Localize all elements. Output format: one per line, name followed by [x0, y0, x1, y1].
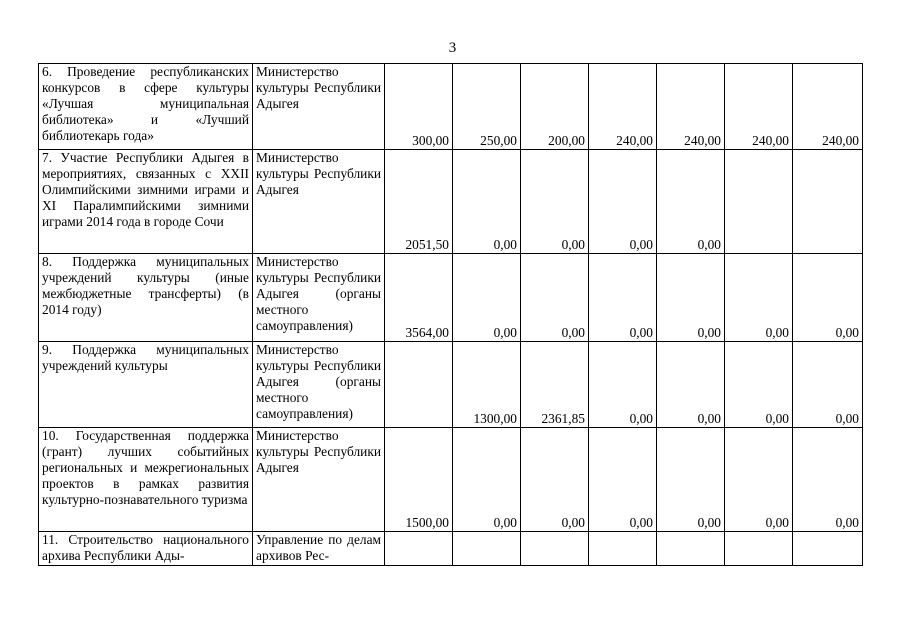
value-cell: 1500,00: [385, 428, 453, 532]
value-cell: 0,00: [793, 342, 863, 428]
value-cell: 0,00: [453, 150, 521, 254]
activity-cell: 10. Государственная поддержка (грант) лучших событийных региональных и межрегиональных проектов в рамках развития культурно-познавательного туризма: [39, 428, 253, 532]
executor-cell: Министерство культуры Республики Адыгея (органы местного самоуправления): [253, 342, 385, 428]
value-cell: 0,00: [657, 150, 725, 254]
page-number: 3: [448, 40, 457, 56]
value-cell: 0,00: [521, 428, 589, 532]
value-cell: 0,00: [725, 342, 793, 428]
table-row: [39, 342, 863, 428]
value-cell: [725, 532, 793, 566]
value-cell: 0,00: [589, 254, 657, 342]
value-cell: 200,00: [521, 64, 589, 150]
activity-cell: 11. Строительство национального архива Республики Ады-: [39, 532, 253, 566]
executor-cell: Министерство культуры Республики Адыгея (органы местного самоуправления): [253, 254, 385, 342]
value-cell: 0,00: [521, 254, 589, 342]
executor-cell: Министерство культуры Республики Адыгея: [253, 150, 385, 254]
value-cell: 0,00: [793, 254, 863, 342]
value-cell: 0,00: [589, 428, 657, 532]
value-cell: 1300,00: [453, 342, 521, 428]
value-cell: 0,00: [725, 254, 793, 342]
table-row: [39, 428, 863, 532]
value-cell: 0,00: [589, 150, 657, 254]
value-cell: 0,00: [453, 428, 521, 532]
value-cell: 240,00: [725, 64, 793, 150]
value-cell: 0,00: [725, 428, 793, 532]
activity-cell: 6. Проведение республиканских конкурсов в сфере культуры «Лучшая муниципальная библиотека» и «Лучший библиотекарь года»: [39, 64, 253, 150]
value-cell: [793, 150, 863, 254]
value-cell: [725, 150, 793, 254]
value-cell: 240,00: [657, 64, 725, 150]
value-cell: 240,00: [589, 64, 657, 150]
table-row: [39, 64, 863, 150]
activity-cell: 9. Поддержка муниципальных учреждений культуры: [39, 342, 253, 428]
value-cell: [453, 532, 521, 566]
table-row: [39, 150, 863, 254]
value-cell: 300,00: [385, 64, 453, 150]
value-cell: 0,00: [657, 254, 725, 342]
budget-table: [38, 63, 863, 566]
value-cell: 0,00: [589, 342, 657, 428]
value-cell: 2361,85: [521, 342, 589, 428]
executor-cell: Управление по делам архивов Рес-: [253, 532, 385, 566]
executor-cell: Министерство культуры Республики Адыгея: [253, 428, 385, 532]
table-row: [39, 532, 863, 566]
value-cell: 240,00: [793, 64, 863, 150]
table-row: [39, 254, 863, 342]
value-cell: 0,00: [521, 150, 589, 254]
value-cell: 250,00: [453, 64, 521, 150]
value-cell: [385, 342, 453, 428]
value-cell: 0,00: [453, 254, 521, 342]
value-cell: [521, 532, 589, 566]
value-cell: [793, 532, 863, 566]
value-cell: 0,00: [793, 428, 863, 532]
value-cell: 0,00: [657, 428, 725, 532]
value-cell: [589, 532, 657, 566]
activity-cell: 8. Поддержка муниципальных учреждений культуры (иные межбюджетные трансферты) (в 2014 году): [39, 254, 253, 342]
executor-cell: Министерство культуры Республики Адыгея: [253, 64, 385, 150]
value-cell: [385, 532, 453, 566]
activity-cell: 7. Участие Республики Адыгея в мероприятиях, связанных с XXII Олимпийскими зимними играми и XI Паралимпийскими зимними играми 2014 года в городе Сочи: [39, 150, 253, 254]
value-cell: 0,00: [657, 342, 725, 428]
value-cell: 3564,00: [385, 254, 453, 342]
value-cell: 2051,50: [385, 150, 453, 254]
value-cell: [657, 532, 725, 566]
